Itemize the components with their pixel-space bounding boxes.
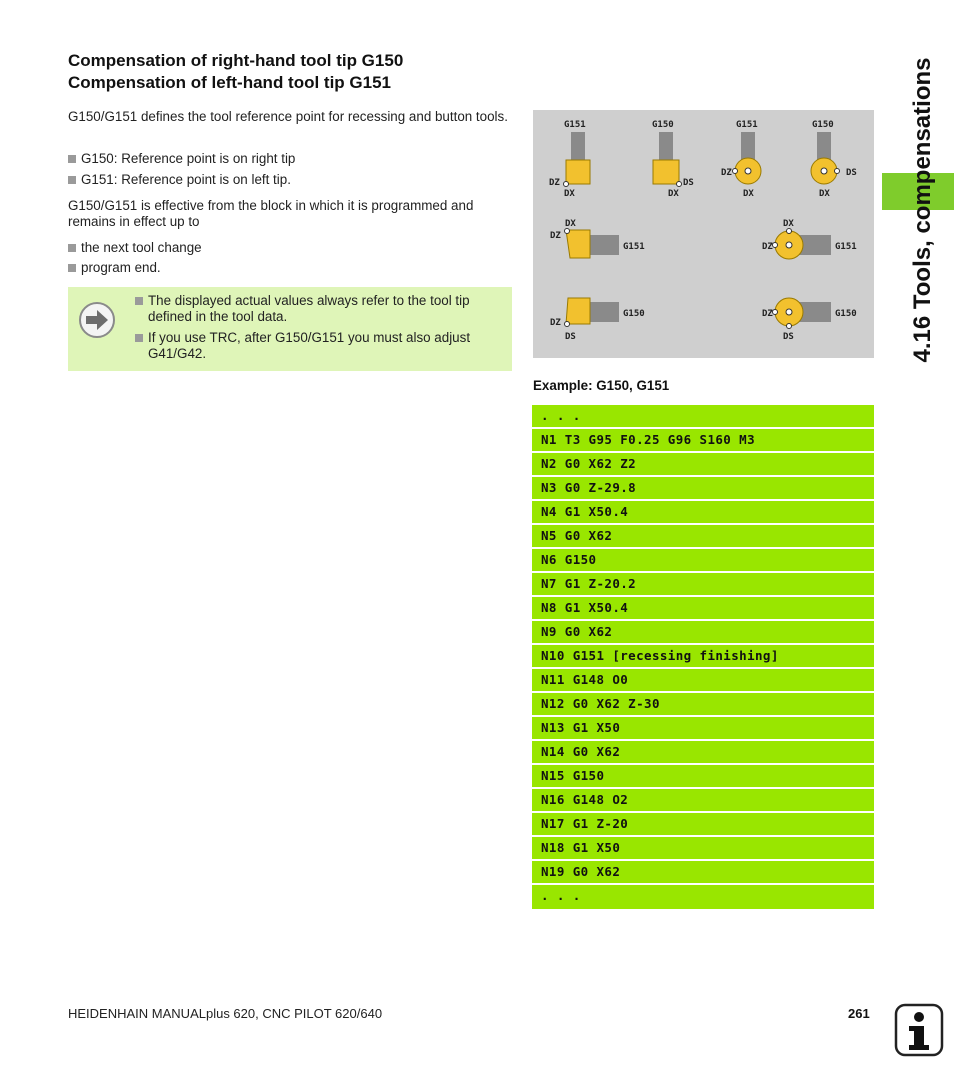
- code-line: N10 G151 [recessing finishing]: [532, 645, 874, 669]
- code-line: N17 G1 Z-20: [532, 813, 874, 837]
- bullet-square-icon: [68, 155, 76, 163]
- list-item: the next tool change: [68, 240, 202, 256]
- code-line: N1 T3 G95 F0.25 G96 S160 M3: [532, 429, 874, 453]
- fig-label-dz: DZ: [549, 178, 560, 188]
- code-line: N3 G0 Z-29.8: [532, 477, 874, 501]
- reference-point-icon: [787, 229, 792, 234]
- page-heading: [68, 50, 403, 94]
- code-line: N2 G0 X62 Z2: [532, 453, 874, 477]
- reference-point-icon: [835, 169, 840, 174]
- fig-label-ds: DS: [783, 332, 794, 342]
- reference-point-icon: [786, 242, 792, 248]
- fig-label-ds: DS: [565, 332, 576, 342]
- fig-label-g150: G150: [623, 309, 645, 319]
- code-line: N15 G150: [532, 765, 874, 789]
- tool-insert: [566, 298, 590, 324]
- reference-point-icon: [773, 243, 778, 248]
- code-line: N19 G0 X62: [532, 861, 874, 885]
- fig-label-dz: DZ: [721, 168, 732, 178]
- tool-insert: [566, 160, 590, 184]
- note-box: [68, 287, 512, 371]
- footer-manual-title: HEIDENHAIN MANUALplus 620, CNC PILOT 620/640: [68, 1006, 383, 1021]
- tool-tip-figure: [533, 110, 874, 358]
- code-line: . . .: [532, 405, 874, 429]
- reference-point-icon: [733, 169, 738, 174]
- reference-point-icon: [565, 229, 570, 234]
- code-line: N12 G0 X62 Z-30: [532, 693, 874, 717]
- effect-paragraph: G150/G151 is effective from the block in which it is programmed and remains in effect up to: [68, 198, 474, 229]
- code-line: N11 G148 O0: [532, 669, 874, 693]
- bullet-square-icon: [135, 334, 143, 342]
- bullet-square-icon: [68, 264, 76, 272]
- reference-point-icon: [677, 182, 682, 187]
- heading-g150: Compensation of right-hand tool tip G150: [68, 51, 404, 70]
- code-line: N6 G150: [532, 549, 874, 573]
- note-item: If you use TRC, after G150/G151 you must also adjust G41/G42.: [135, 330, 505, 362]
- fig-label-dz: DZ: [762, 309, 773, 319]
- bullet-square-icon: [68, 176, 76, 184]
- fig-label-g151: G151: [623, 242, 645, 252]
- reference-point-icon: [786, 309, 792, 315]
- list-item: G150: Reference point is on right tip: [68, 151, 295, 167]
- list-item: program end.: [68, 260, 161, 276]
- code-line: N4 G1 X50.4: [532, 501, 874, 525]
- fig-label-dz: DZ: [550, 318, 561, 328]
- code-line: N9 G0 X62: [532, 621, 874, 645]
- bullet-square-icon: [68, 244, 76, 252]
- code-line: N7 G1 Z-20.2: [532, 573, 874, 597]
- fig-label-dx: DX: [668, 189, 679, 199]
- fig-label-g150: G150: [835, 309, 857, 319]
- fig-label-dx: DX: [783, 219, 794, 229]
- heading-g151: Compensation of left-hand tool tip G151: [68, 73, 391, 92]
- code-listing: [532, 405, 874, 909]
- fig-label-dz: DZ: [550, 231, 561, 241]
- fig-label-ds: DS: [846, 168, 857, 178]
- reference-point-icon: [773, 310, 778, 315]
- fig-label-g150: G150: [812, 120, 834, 130]
- example-title: Example: G150, G151: [533, 378, 670, 393]
- reference-point-icon: [787, 324, 792, 329]
- fig-label-dx: DX: [743, 189, 754, 199]
- fig-label-dz: DZ: [762, 242, 773, 252]
- chapter-side-title: 4.16 Tools, compensations: [909, 57, 936, 363]
- page-number: 261: [848, 1006, 870, 1021]
- fig-label-dx: DX: [565, 219, 576, 229]
- bullet-square-icon: [135, 297, 143, 305]
- fig-label-g150: G150: [652, 120, 674, 130]
- tool-shank: [659, 132, 673, 162]
- tool-insert: [653, 160, 679, 184]
- code-line: N16 G148 O2: [532, 789, 874, 813]
- reference-point-icon: [745, 168, 751, 174]
- note-item: The displayed actual values always refer to the tool tip defined in the tool data.: [135, 293, 505, 325]
- intro-paragraph: G150/G151 defines the tool reference point for recessing and button tools.: [68, 109, 508, 124]
- tool-shank: [589, 302, 619, 322]
- list-item: G151: Reference point is on left tip.: [68, 172, 291, 188]
- code-line: N14 G0 X62: [532, 741, 874, 765]
- reference-point-icon: [821, 168, 827, 174]
- fig-label-ds: DS: [683, 178, 694, 188]
- code-line: N8 G1 X50.4: [532, 597, 874, 621]
- fig-label-g151: G151: [564, 120, 586, 130]
- code-line: N18 G1 X50: [532, 837, 874, 861]
- fig-label-dx: DX: [819, 189, 830, 199]
- code-line: N13 G1 X50: [532, 717, 874, 741]
- fig-label-dx: DX: [564, 189, 575, 199]
- tool-shank: [571, 132, 585, 162]
- reference-point-icon: [565, 322, 570, 327]
- tool-insert: [566, 230, 590, 258]
- fig-label-g151: G151: [736, 120, 758, 130]
- code-line: N5 G0 X62: [532, 525, 874, 549]
- code-line: . . .: [532, 885, 874, 909]
- arrow-right-icon: [78, 301, 116, 339]
- reference-point-icon: [564, 182, 569, 187]
- info-icon: [894, 1003, 944, 1057]
- tool-shank: [589, 235, 619, 255]
- fig-label-g151: G151: [835, 242, 857, 252]
